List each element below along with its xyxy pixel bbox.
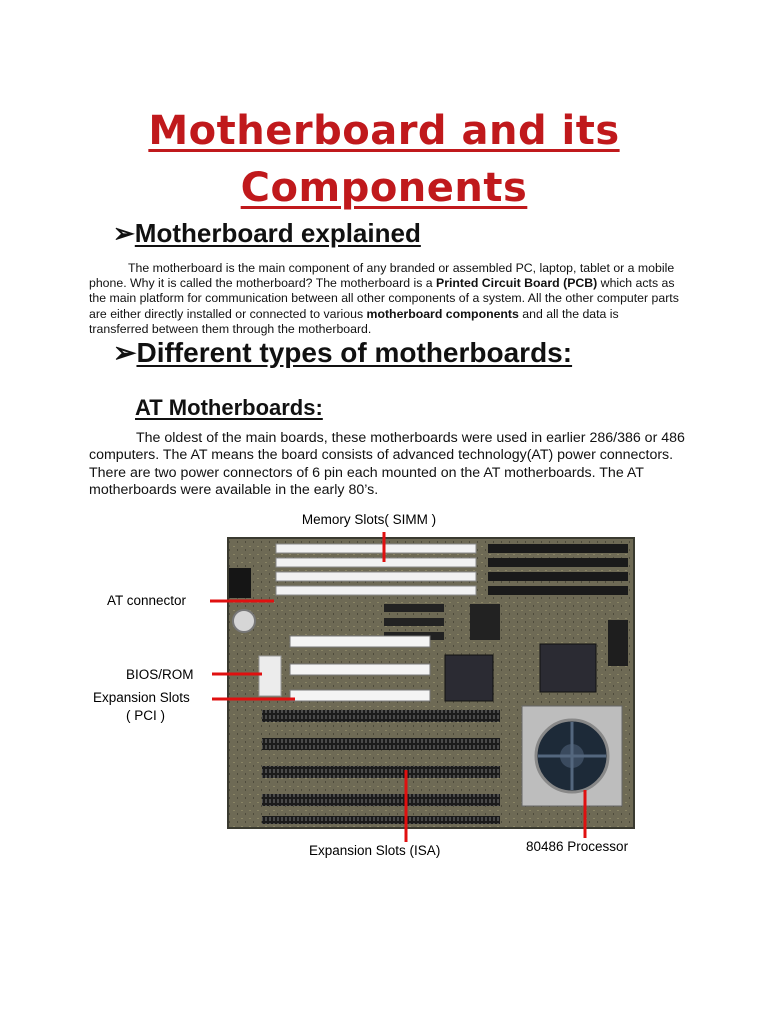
bold-pcb: Printed Circuit Board (PCB) (436, 276, 598, 291)
pci-slot (290, 664, 430, 675)
arrow-bullet-icon: ➢ (113, 337, 137, 368)
pci-slot (290, 636, 430, 647)
cmos-battery (233, 610, 255, 632)
isa-slot (262, 710, 500, 722)
subheading-at-motherboards: AT Motherboards: (135, 395, 323, 420)
paragraph-motherboard-explained: The motherboard is the main component of any branded or assembled PC, laptop, tablet or a mobile phone. Why it is called the motherboard? The motherboard is a Printed Circuit Board (PCB) which acts as the main platform for communication between all other components of a system. All the other computer parts are either directly installed or connected to various motherboard components and all the data is transferred between them through the motherboard. (89, 261, 679, 336)
paragraph-at-motherboards: The oldest of the main boards, these motherboards were used in earlier 286/386 or 486 computers. The AT means the board consists of advanced technology(AT) power connectors. There are two power connectors of 6 pin each mounted on the AT motherboards. The AT motherboards were available in the early 80’s. (89, 430, 685, 498)
bios-chip (259, 656, 281, 696)
page-title-line2: Components (240, 165, 528, 211)
at-connector-part (229, 568, 251, 598)
label-memory-slots: Memory Slots( SIMM ) (301, 512, 437, 527)
pci-slot (290, 690, 430, 701)
heading-text: Different types of motherboards: (136, 337, 573, 368)
arrow-bullet-icon: ➢ (113, 218, 135, 248)
label-expansion-pci-line1: Expansion Slots (93, 690, 190, 705)
label-bios-rom: BIOS/ROM (126, 667, 194, 682)
isa-slot (262, 738, 500, 750)
label-expansion-pci-line2: ( PCI ) (126, 708, 165, 723)
isa-slot (262, 794, 500, 806)
label-at-connector: AT connector (107, 593, 187, 608)
label-processor: 80486 Processor (526, 839, 629, 854)
page-title-line1: Motherboard and its (148, 108, 620, 154)
heading-text: Motherboard explained (134, 218, 421, 248)
label-expansion-isa: Expansion Slots (ISA) (309, 843, 441, 858)
isa-slot (262, 766, 500, 778)
bold-motherboard-components: motherboard components (366, 306, 519, 321)
